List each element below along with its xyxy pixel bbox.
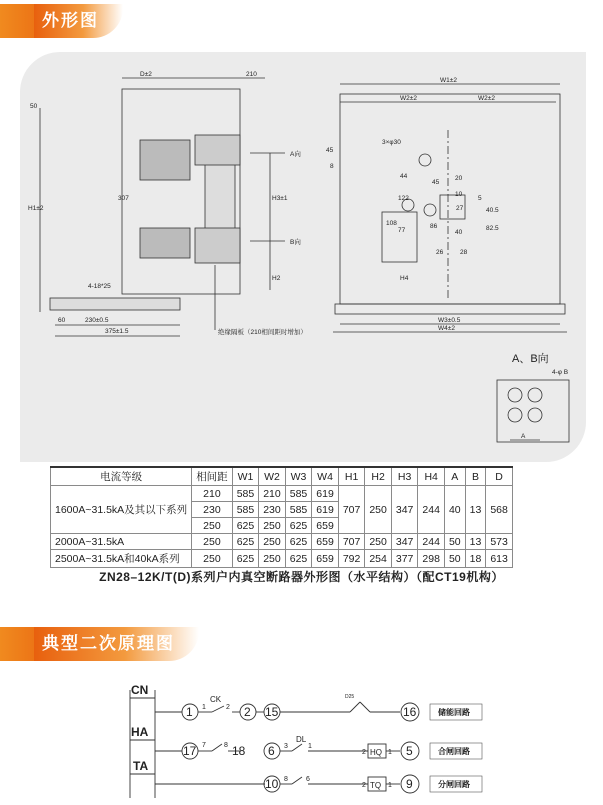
contact-8b: 8 [284,776,288,783]
col-b: B [465,467,486,486]
col-h2: H2 [365,467,392,486]
loop-opening: 分闸回路 [438,780,470,789]
table-cell: 619 [312,502,339,518]
table-cell: 659 [312,534,339,550]
dim-w4: W4±2 [438,325,455,332]
label-cn: CN [131,683,149,697]
dim-45: 45 [326,147,334,154]
table-cell: 298 [418,550,445,568]
dim-w3: W3±0.5 [438,317,461,324]
table-cell: 250 [192,550,233,568]
label-a-dir: A向 [290,151,301,158]
label-d25: D25 [345,694,355,700]
contact-1b: 1 [308,743,312,750]
label-tq: TQ [370,781,382,790]
table-cell: 585 [285,502,312,518]
terminal-15: 15 [265,705,279,719]
table-cell: 625 [285,534,312,550]
table-cell: 210 [192,486,233,502]
table-row [51,550,513,568]
col-w2: W2 [259,467,286,486]
terminal-9: 9 [406,777,413,791]
label-ta: TA [133,759,149,773]
dim-28: 28 [460,249,468,256]
dim-hole: 3×φ30 [382,139,401,146]
table-row [51,486,513,502]
table-cell: 585 [285,486,312,502]
dim-8: 8 [330,163,334,170]
table-cell: 250 [192,534,233,550]
terminal-18: 18 [232,744,246,758]
dim-122: 122 [398,195,409,202]
col-h3: H3 [391,467,418,486]
table-cell: 250 [259,518,286,534]
contact-2: 2 [226,704,230,711]
dim-5: 5 [478,195,482,202]
table-cell: 347 [391,534,418,550]
table-cell: 573 [486,534,513,550]
table-cell: 50 [444,534,465,550]
dim-60: 60 [58,317,66,324]
col-current-level: 电流等级 [51,467,192,486]
table-cell: 377 [391,550,418,568]
section-header-schematic [0,627,199,661]
table-header-row [51,467,513,486]
ab-view-holes: 4-φ B [552,369,569,376]
dim-50: 50 [30,103,38,110]
contact-1d: 1 [388,782,392,789]
ab-view-dim-a: A [521,433,526,440]
table-cell: 585 [232,486,259,502]
table-cell: 210 [259,486,286,502]
dim-27: 27 [456,205,464,212]
row-label: 2000A~31.5kA [51,534,192,550]
dim-307: 307 [118,195,129,202]
dim-86: 86 [430,223,438,230]
table-cell: 13 [465,534,486,550]
dim-230: 230±0.5 [85,317,109,324]
table-cell: 254 [365,550,392,568]
table-cell: 230 [259,502,286,518]
dim-20: 20 [455,175,463,182]
dim-45b: 45 [432,179,440,186]
terminal-16: 16 [403,705,417,719]
contact-2b: 2 [362,749,366,756]
contact-3: 3 [284,743,288,750]
contact-2c: 2 [362,782,366,789]
secondary-schematic [0,680,603,802]
table-cell: 625 [232,518,259,534]
contact-8: 8 [224,742,228,749]
dim-holes: 4-18*25 [88,283,111,290]
terminal-10: 10 [265,777,279,791]
dim-w2b: W2±2 [478,95,495,102]
dim-375: 375±1.5 [105,328,129,335]
dim-h4: H4 [400,275,409,282]
dim-77: 77 [398,227,406,234]
col-h1: H1 [338,467,365,486]
table-cell: 625 [232,534,259,550]
table-cell: 625 [285,550,312,568]
table-cell: 250 [365,534,392,550]
contact-6: 6 [306,776,310,783]
dim-405: 40.5 [486,207,499,214]
table-cell: 568 [486,486,513,534]
dim-10: 10 [455,191,463,198]
table-cell: 347 [391,486,418,534]
dim-108: 108 [386,220,397,227]
table-cell: 250 [259,550,286,568]
terminal-1: 1 [186,705,193,719]
insulation-note: 绝缘隔板（210相间距时增加） [218,329,307,336]
table-cell: 792 [338,550,365,568]
dim-h1: H1±2 [28,205,44,212]
row-label: 2500A~31.5kA和40kA系列 [51,550,192,568]
section-title-schematic: 典型二次原理图 [34,627,199,661]
col-h4: H4 [418,467,445,486]
terminal-5: 5 [406,744,413,758]
table-cell: 707 [338,534,365,550]
table-cell: 250 [259,534,286,550]
label-ck: CK [210,695,222,704]
label-hq: HQ [370,748,382,757]
table-cell: 625 [285,518,312,534]
figure-caption: ZN28–12K/T(D)系列户内真空断路器外形图（水平结构）（配CT19机构） [99,570,504,584]
contact-7: 7 [202,742,206,749]
table-cell: 707 [338,486,365,534]
table-cell: 40 [444,486,465,534]
table-cell: 619 [312,486,339,502]
label-ha: HA [131,725,149,739]
table-cell: 659 [312,518,339,534]
dim-w2a: W2±2 [400,95,417,102]
table-cell: 230 [192,502,233,518]
dim-210: 210 [246,71,257,78]
terminal-17: 17 [183,744,197,758]
col-w1: W1 [232,467,259,486]
dim-h3: H3±1 [272,195,288,202]
label-dl: DL [296,735,307,744]
loop-charging: 储能回路 [438,708,470,717]
table-cell: 244 [418,486,445,534]
dim-40: 40 [455,229,463,236]
dim-825: 82.5 [486,225,499,232]
loop-closing: 合闸回路 [438,747,470,756]
col-w4: W4 [312,467,339,486]
dim-w1: W1±2 [440,77,457,84]
dim-h2: H2 [272,275,281,282]
contact-1: 1 [202,704,206,711]
contact-1c: 1 [388,749,392,756]
section-title-outline: 外形图 [34,4,123,38]
col-a: A [444,467,465,486]
table-cell: 659 [312,550,339,568]
table-cell: 13 [465,486,486,534]
table-cell: 244 [418,534,445,550]
table-row [51,534,513,550]
dim-d: D±2 [140,71,152,78]
col-pitch: 相间距 [192,467,233,486]
label-b-dir: B向 [290,239,301,246]
dim-44: 44 [400,173,408,180]
col-w3: W3 [285,467,312,486]
table-cell: 625 [232,550,259,568]
table-cell: 585 [232,502,259,518]
table-cell: 18 [465,550,486,568]
table-cell: 613 [486,550,513,568]
col-d: D [486,467,513,486]
ab-view-title: A、B向 [512,353,549,365]
table-cell: 250 [192,518,233,534]
table-cell: 250 [365,486,392,534]
row-label: 1600A~31.5kA及其以下系列 [51,486,192,534]
spec-table [50,466,513,568]
terminal-2: 2 [244,705,251,719]
dim-26: 26 [436,249,444,256]
table-cell: 50 [444,550,465,568]
terminal-6: 6 [268,744,275,758]
